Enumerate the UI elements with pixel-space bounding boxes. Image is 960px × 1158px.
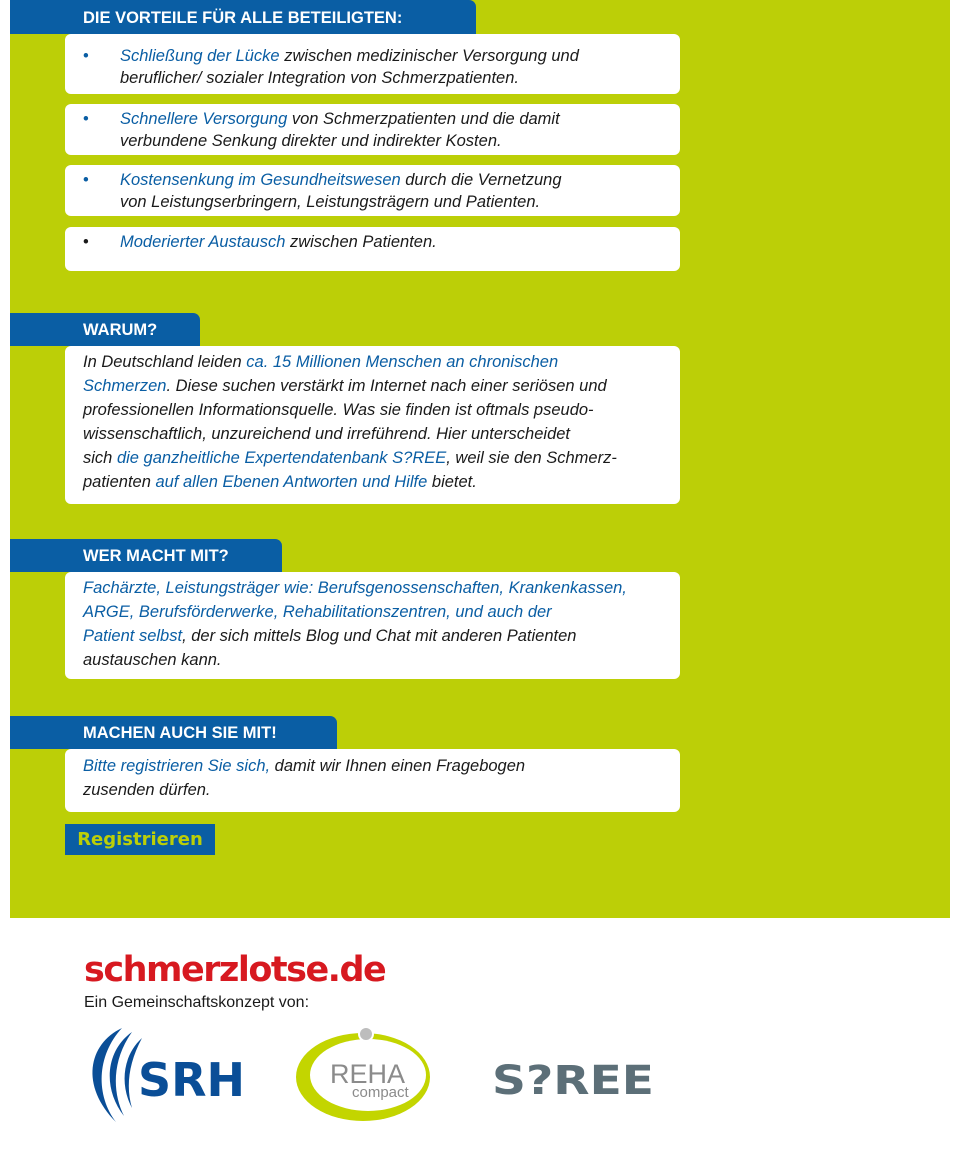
benefit-highlight: Moderierter Austausch — [120, 233, 286, 251]
bullet: • — [83, 110, 89, 128]
highlight-text: ARGE, Berufsförderwerke, Rehabilitationszentren, und auch der — [83, 603, 552, 621]
brand-logo-text: schmerzlotse.de — [84, 950, 386, 990]
srh-logo[interactable] — [80, 1026, 245, 1126]
benefit-item — [65, 227, 680, 271]
benefit-highlight: Schließung der Lücke — [120, 47, 280, 65]
highlight-text: Fachärzte, Leistungsträger wie: Berufsgenossenschaften, Krankenkassen, — [83, 579, 627, 597]
benefit-text: zwischen medizinischer Versorgung und — [279, 47, 579, 65]
reha-compact-logo[interactable] — [294, 1025, 434, 1123]
highlight-text: Bitte registrieren Sie sich, — [83, 757, 271, 775]
srh-swoosh-icon — [92, 1028, 122, 1122]
heading-wer-macht-mit: WER MACHT MIT? — [10, 539, 282, 572]
benefit-text: durch die Vernetzung — [400, 171, 562, 189]
text: sich — [83, 449, 117, 467]
highlight-text: ca. 15 Millionen Menschen an chronischen — [246, 353, 559, 371]
wer-text-box — [65, 572, 680, 679]
benefit-text: verbundene Senkung direkter und indirekter Kosten. — [120, 132, 502, 150]
heading-machen-auch-sie-mit: MACHEN AUCH SIE MIT! — [10, 716, 337, 749]
machen-text-box — [65, 749, 680, 812]
highlight-text: Patient selbst — [83, 627, 183, 645]
srh-wordmark: SRH — [138, 1053, 245, 1107]
tagline: Ein Gemeinschaftskonzept von: — [84, 994, 310, 1011]
text: , weil sie den Schmerz- — [446, 449, 617, 467]
bullet: • — [83, 233, 89, 251]
benefit-item — [65, 34, 680, 94]
text: . Diese suchen verstärkt im Internet nach einer seriösen und — [166, 377, 607, 395]
benefit-text: von Leistungserbringern, Leistungsträgern und Patienten. — [120, 193, 541, 211]
text: bietet. — [427, 473, 477, 491]
highlight-text: die ganzheitliche Expertendatenbank S?REE — [116, 449, 447, 467]
text: damit wir Ihnen einen Fragebogen — [270, 757, 526, 775]
benefit-text: zwischen Patienten. — [285, 233, 437, 251]
benefit-item — [65, 104, 680, 155]
text: In Deutschland leiden — [83, 353, 247, 371]
text: , der sich mittels Blog und Chat mit anderen Patienten — [182, 627, 577, 645]
text: zusenden dürfen. — [83, 781, 211, 799]
benefit-text: von Schmerzpatienten und die damit — [287, 110, 560, 128]
spree-wordmark: S?REE — [492, 1058, 654, 1100]
reha-wordmark: REHA — [330, 1059, 406, 1089]
benefit-highlight: Kostensenkung im Gesundheitswesen — [120, 171, 401, 189]
register-button[interactable]: Registrieren — [65, 824, 215, 855]
bullet: • — [83, 47, 89, 65]
text: professionellen Informationsquelle. Was sie finden ist oftmals pseudo- — [83, 401, 594, 419]
spree-logo[interactable] — [492, 1058, 657, 1100]
text: austauschen kann. — [83, 651, 222, 669]
highlight-text: Schmerzen — [83, 377, 167, 395]
benefit-highlight: Schnellere Versorgung — [120, 110, 288, 128]
text: patienten — [83, 473, 156, 491]
heading-warum: WARUM? — [10, 313, 200, 346]
bullet: • — [83, 171, 89, 189]
compact-wordmark: compact — [352, 1084, 409, 1101]
highlight-text: auf allen Ebenen Antworten und Hilfe — [155, 473, 428, 491]
heading-vorteile: DIE VORTEILE FÜR ALLE BETEILIGTEN: — [10, 0, 476, 34]
warum-text-box — [65, 346, 680, 504]
text: wissenschaftlich, unzureichend und irreführend. Hier unterscheidet — [83, 425, 571, 443]
benefit-text: beruflicher/ sozialer Integration von Schmerzpatienten. — [120, 69, 519, 87]
benefit-item — [65, 165, 680, 216]
reha-dot-icon — [359, 1027, 373, 1041]
